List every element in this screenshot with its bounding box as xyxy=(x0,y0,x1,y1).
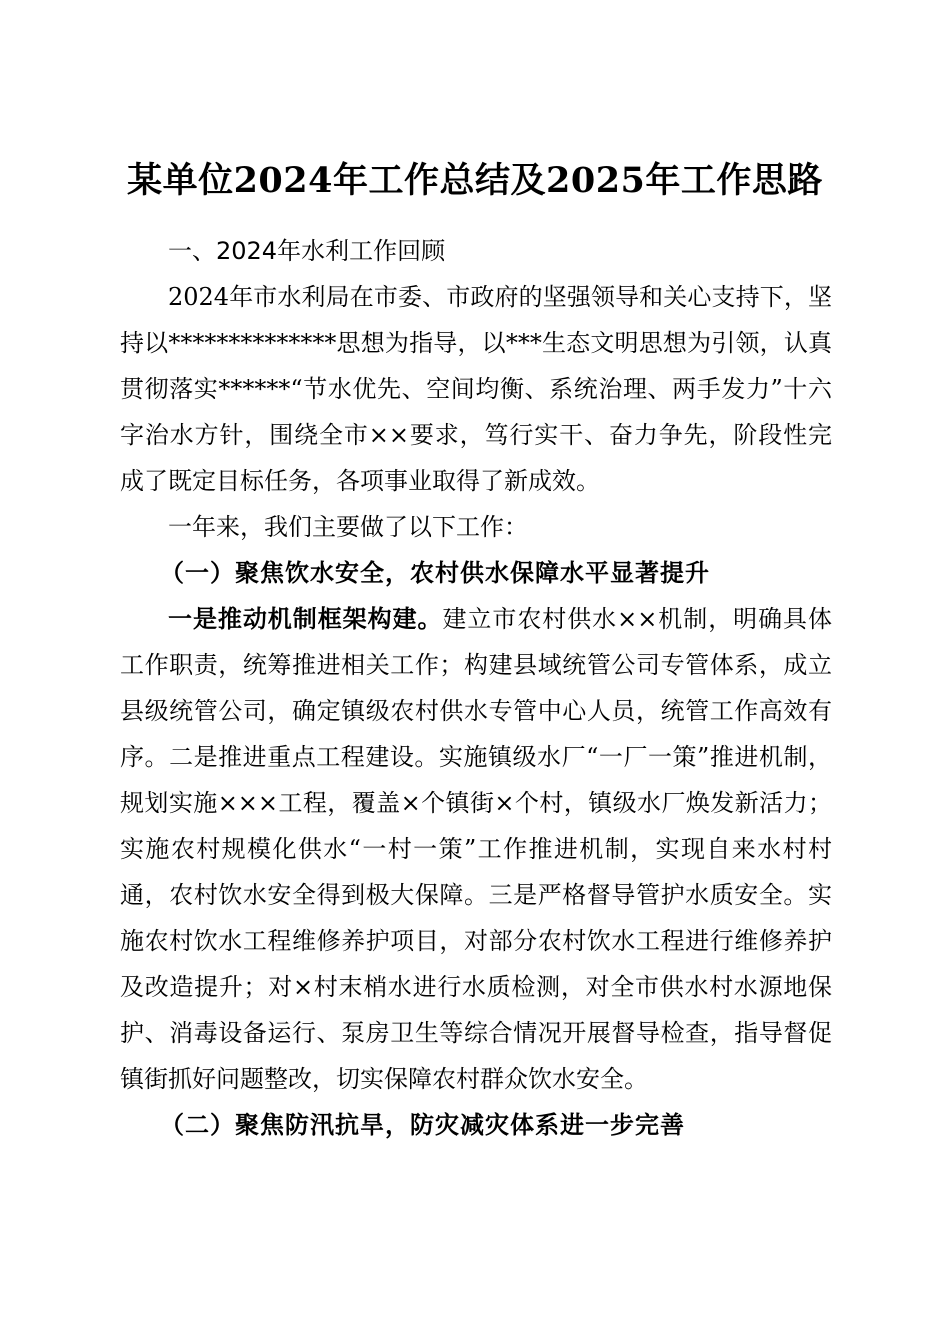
summary-line: 一年来，我们主要做了以下工作： xyxy=(168,513,528,541)
subsection-1-body: 建立市农村供水××机制，明确具体工作职责，统筹推进相关工作；构建县域统管公司专管体系，成立县级统管公司，确定镇级农村供水专管中心人员，统管工作高效有序。二是推进重点工程建设。实施镇级水厂“一厂一策”推进机制，规划实施×××工程，覆盖×个镇街×个村，镇级水厂焕发新活力；实施农村规模化供水“一村一策”工作推进机制，实现自来水村村通，农村饮水安全得到极大保障。三是严格督导管护水质安全。实施农村饮水工程维修养护项目，对部分农村饮水工程进行维修养护及改造提升；对×村末梢水进行水质检测，对全市供水村水源地保护、消毒设备运行、泵房卫生等综合情况开展督导检查，指导督促镇街抓好问题整改，切实保障农村群众饮水安全。 xyxy=(120,605,833,1093)
document-title: 某单位2024年工作总结及2025年工作思路 xyxy=(127,160,823,202)
section-heading: 一、2024年水利工作回顾 xyxy=(168,237,446,265)
intro-paragraph: 2024年市水利局在市委、市政府的坚强领导和关心支持下，坚持以**************思想为指导，以***生态文明思想为引领，认真贯彻落实******“节水优先、空间均衡、系统治理、两手发力”十六字治水方针，围绕全市××要求，笃行实干、奋力争先，阶段性完成了既定目标任务，各项事业取得了新成效。 xyxy=(120,283,832,495)
subsection-heading-1: （一）聚焦饮水安全，农村供水保障水平显著提升 xyxy=(160,558,710,587)
document-body xyxy=(120,228,832,1148)
subsection-1-paragraph xyxy=(120,596,832,1102)
subsection-1-lead: 一是推动机制框架构建。 xyxy=(168,604,443,633)
subsection-heading-2: （二）聚焦防汛抗旱，防灾减灾体系进一步完善 xyxy=(160,1110,685,1139)
